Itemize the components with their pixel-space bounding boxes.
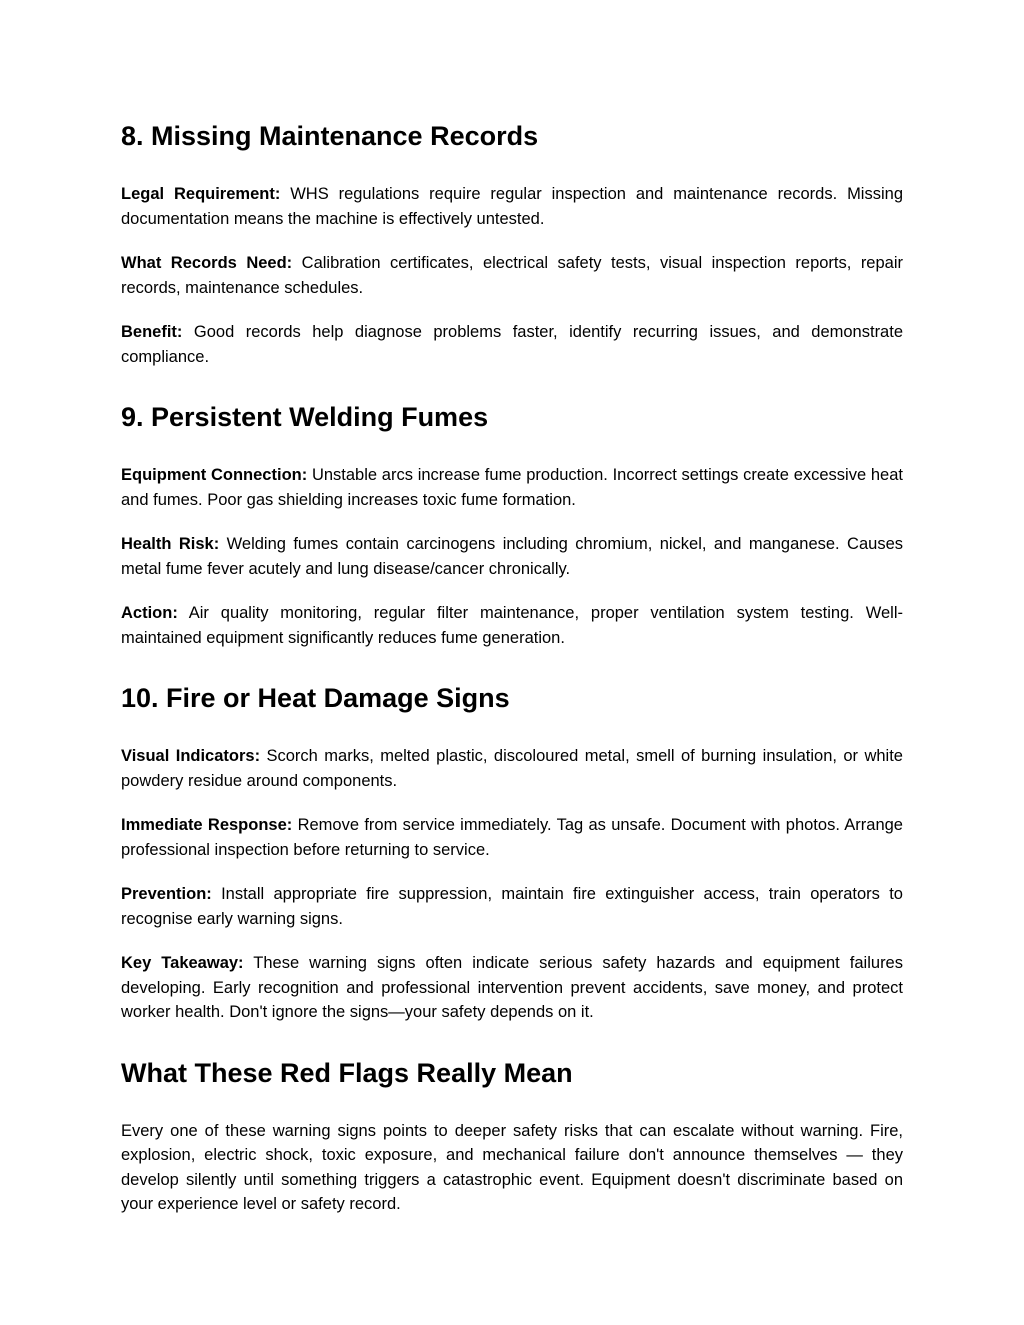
paragraph-text: Welding fumes contain carcinogens including chromium, nickel, and manganese. Causes metal fume fever acutely and lung disease/cancer chronically. bbox=[121, 535, 904, 578]
section-heading-what-these-red-flags-really-mean: What These Red Flags Really Mean bbox=[121, 1057, 573, 1088]
paragraph-visual-indicators bbox=[121, 744, 903, 793]
paragraph-text: Scorch marks, melted plastic, discoloured metal, smell of burning insulation, or white powdery residue around components. bbox=[121, 747, 903, 790]
paragraph-label: Immediate Response: bbox=[121, 816, 293, 834]
paragraph-label: Health Risk: bbox=[121, 535, 220, 553]
paragraph-legal-requirement bbox=[121, 182, 903, 231]
paragraph-text: Unstable arcs increase fume production. Incorrect settings create excessive heat and fumes. Poor gas shielding increases toxic fume formation. bbox=[121, 466, 903, 509]
paragraph-label: Visual Indicators: bbox=[121, 747, 261, 765]
paragraph-action bbox=[121, 601, 903, 650]
paragraph-label: Legal Requirement: bbox=[121, 185, 281, 203]
paragraph-text: These warning signs often indicate serious safety hazards and equipment failures developing. Early recognition and professional intervention prevent accidents, save money, and protect worker health. Don't ignore the signs—your safety depends on it. bbox=[121, 954, 903, 1021]
paragraph-what-records-need bbox=[121, 251, 903, 300]
paragraph-immediate-response bbox=[121, 813, 903, 862]
paragraph-text: Install appropriate fire suppression, maintain fire extinguisher access, train operators to recognise early warning signs. bbox=[121, 885, 903, 928]
paragraph-label: Action: bbox=[121, 604, 178, 622]
paragraph-label: Key Takeaway: bbox=[121, 954, 244, 972]
paragraph-label: Prevention: bbox=[121, 885, 212, 903]
paragraph-label: What Records Need: bbox=[121, 254, 293, 272]
section-heading-persistent-welding-fumes: 9. Persistent Welding Fumes bbox=[121, 402, 489, 432]
paragraph-benefit bbox=[121, 320, 903, 369]
section-heading-fire-or-heat-damage-signs: 10. Fire or Heat Damage Signs bbox=[121, 683, 510, 713]
paragraph-text: Calibration certificates, electrical safety tests, visual inspection reports, repair records, maintenance schedules. bbox=[121, 254, 904, 297]
paragraph-text: Air quality monitoring, regular filter maintenance, proper ventilation system testing. Well-maintained equipment significantly reduces fume generation. bbox=[121, 604, 903, 647]
paragraph-key-takeaway bbox=[121, 951, 903, 1025]
paragraph-text: Every one of these warning signs points to deeper safety risks that can escalate without warning. Fire, explosion, electric shock, toxic exposure, and mechanical failure don't announce themselves — they develop silently until something triggers a catastrophic event. Equipment doesn't discriminate based on your experience level or safety record. bbox=[121, 1121, 903, 1213]
paragraph-label: Equipment Connection: bbox=[121, 466, 308, 484]
paragraph-text: WHS regulations require regular inspection and maintenance records. Missing documentation means the machine is effectively untested. bbox=[121, 185, 903, 228]
paragraph-prevention bbox=[121, 882, 903, 931]
paragraph-text: Good records help diagnose problems faster, identify recurring issues, and demonstrate compliance. bbox=[121, 323, 903, 366]
paragraph-equipment-connection bbox=[121, 463, 903, 512]
paragraph-health-risk bbox=[121, 532, 903, 581]
paragraph-red-flags-summary bbox=[121, 1119, 903, 1217]
section-heading-missing-maintenance-records: 8. Missing Maintenance Records bbox=[121, 121, 539, 151]
paragraph-label: Benefit: bbox=[121, 323, 183, 341]
paragraph-text: Remove from service immediately. Tag as unsafe. Document with photos. Arrange professional inspection before returning to service. bbox=[121, 816, 903, 859]
